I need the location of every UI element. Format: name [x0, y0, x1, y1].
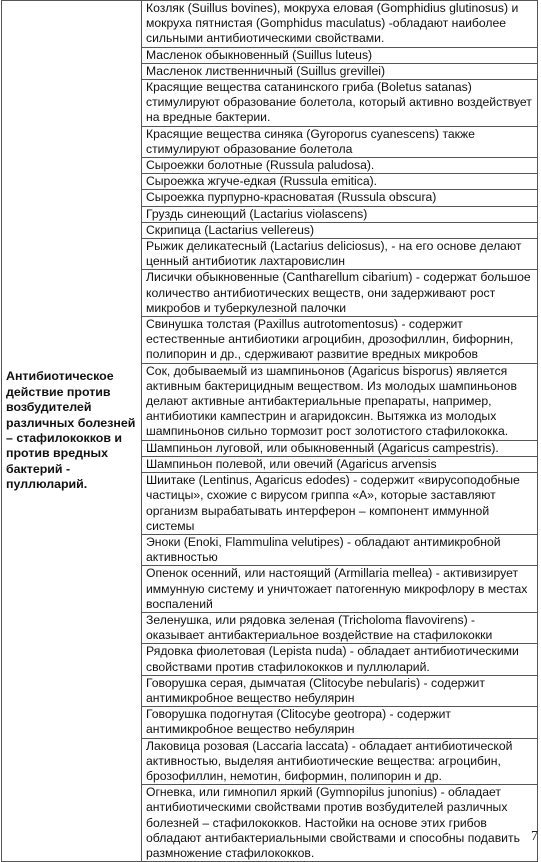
row-cell: Рыжик деликатесный (Lactarius deliciosus), - на его основе делают ценный антибиотик лахтаровислин: [142, 239, 538, 270]
row-cell: Шампиньон луговой, или обыкновенный (Agaricus campestris).: [142, 440, 538, 456]
row-cell: Говорушка серая, дымчатая (Clitocybe nebularis) - содержит антимикробное вещество небулярин: [142, 675, 538, 706]
row-cell: Сыроежка жгуче-едкая (Russula emitica).: [142, 174, 538, 190]
row-cell: Лаковица розовая (Laccaria laccata) - обладает антибиотической активностью, выделяя антибиотические вещества: агроцибин, брозофиллин, немотин, биформин, полипорин и др.: [142, 738, 538, 785]
row-cell: Рядовка фиолетовая (Lepista nuda) - обладает антибиотическими свойствами против стафилококков и пуллюларий.: [142, 644, 538, 675]
row-cell: Зеленушка, или рядовка зеленая (Tricholoma flavovirens) - оказывает антибактериальное воздействие на стафилококки: [142, 612, 538, 643]
table-body: [2, 1, 538, 862]
table-row: [2, 1, 538, 48]
row-cell: Масленок лиственничный (Suillus grevillei): [142, 63, 538, 79]
row-cell: Шиитаке (Lentinus, Agaricus edodes) - содержит «вирусоподобные частицы», схожие с вирусом гриппа «А», которые заставляют организм вырабатывать интерферон – компонент иммунной системы: [142, 473, 538, 535]
mushroom-antibiotic-table-wrapper: [1, 0, 538, 862]
row-cell: Масленок обыкновенный (Suillus luteus): [142, 47, 538, 63]
row-cell: Огневка, или гимнопил яркий (Gymnopilus junonius) - обладает антибиотическими свойствами против возбудителей различных болезней – стафилококков. Настойки на основе этих грибов обладают антибактериальными свойствами и способны подавить размножение стафилококков.: [142, 785, 538, 862]
row-cell: Сыроежка пурпурно-красноватая (Russula obscura): [142, 190, 538, 206]
row-cell: Опенок осенний, или настоящий (Armillaria mellea) - активизирует иммунную систему и уничтожает патогенную микрофлору в местах воспалений: [142, 566, 538, 613]
row-cell: Шампиньон полевой, или овечий (Agaricus arvensis: [142, 456, 538, 472]
row-cell: Свинушка толстая (Paxillus autrotomentosus) - содержит естественные антибиотики агроцибин, дрозофиллин, бифорнин, полипорин и др., сдерживают развитие вредных микробов: [142, 317, 538, 364]
mushroom-antibiotic-table: [1, 0, 538, 862]
row-cell: Говорушка подогнутая (Clitocybe geotropa) - содержит антимикробное вещество небулярин: [142, 707, 538, 738]
row-cell: Красящие вещества синяка (Gyroporus cyanescens) также стимулируют образование болетола: [142, 126, 538, 157]
row-cell: Сок, добываемый из шампиньонов (Agaricus bisporus) является активным бактерицидным веществом. Из молодых шампиньонов делают активные антибактериальные препараты, например, антибиотики кампестрин и агаридоксин. Вытяжка из молодых шампиньонов сильно тормозит рост золотистого стафилококка.: [142, 363, 538, 440]
row-cell: Груздь синеющий (Lactarius violascens): [142, 206, 538, 222]
row-cell: Эноки (Enoki, Flammulina velutipes) - обладают антимикробной активностью: [142, 534, 538, 565]
row-cell: Лисички обыкновенные (Cantharellum cibarium) - содержат большое количество антибиотических веществ, они задерживают рост микробов и туберкулезной палочки: [142, 270, 538, 317]
row-cell: Скрипица (Lactarius vellereus): [142, 222, 538, 238]
row-cell: Козляк (Suillus bovines), мокруха еловая (Gomphidius glutinosus) и мокруха пятнистая (Gomphidus maculatus) -обладают наиболее сильными антибиотическими свойствами.: [142, 1, 538, 48]
row-cell: Сыроежки болотные (Russula paludosa).: [142, 158, 538, 174]
page-number: 7: [531, 829, 538, 844]
category-label-cell: Антибиотическое действие против возбудителей различных болезней – стафилококков и против вредных бактерий - пуллюларий.: [2, 1, 142, 862]
row-cell: Красящие вещества сатанинского гриба (Boletus satanas) стимулируют образование болетола, который активно воздействует на вредные бактерии.: [142, 80, 538, 127]
